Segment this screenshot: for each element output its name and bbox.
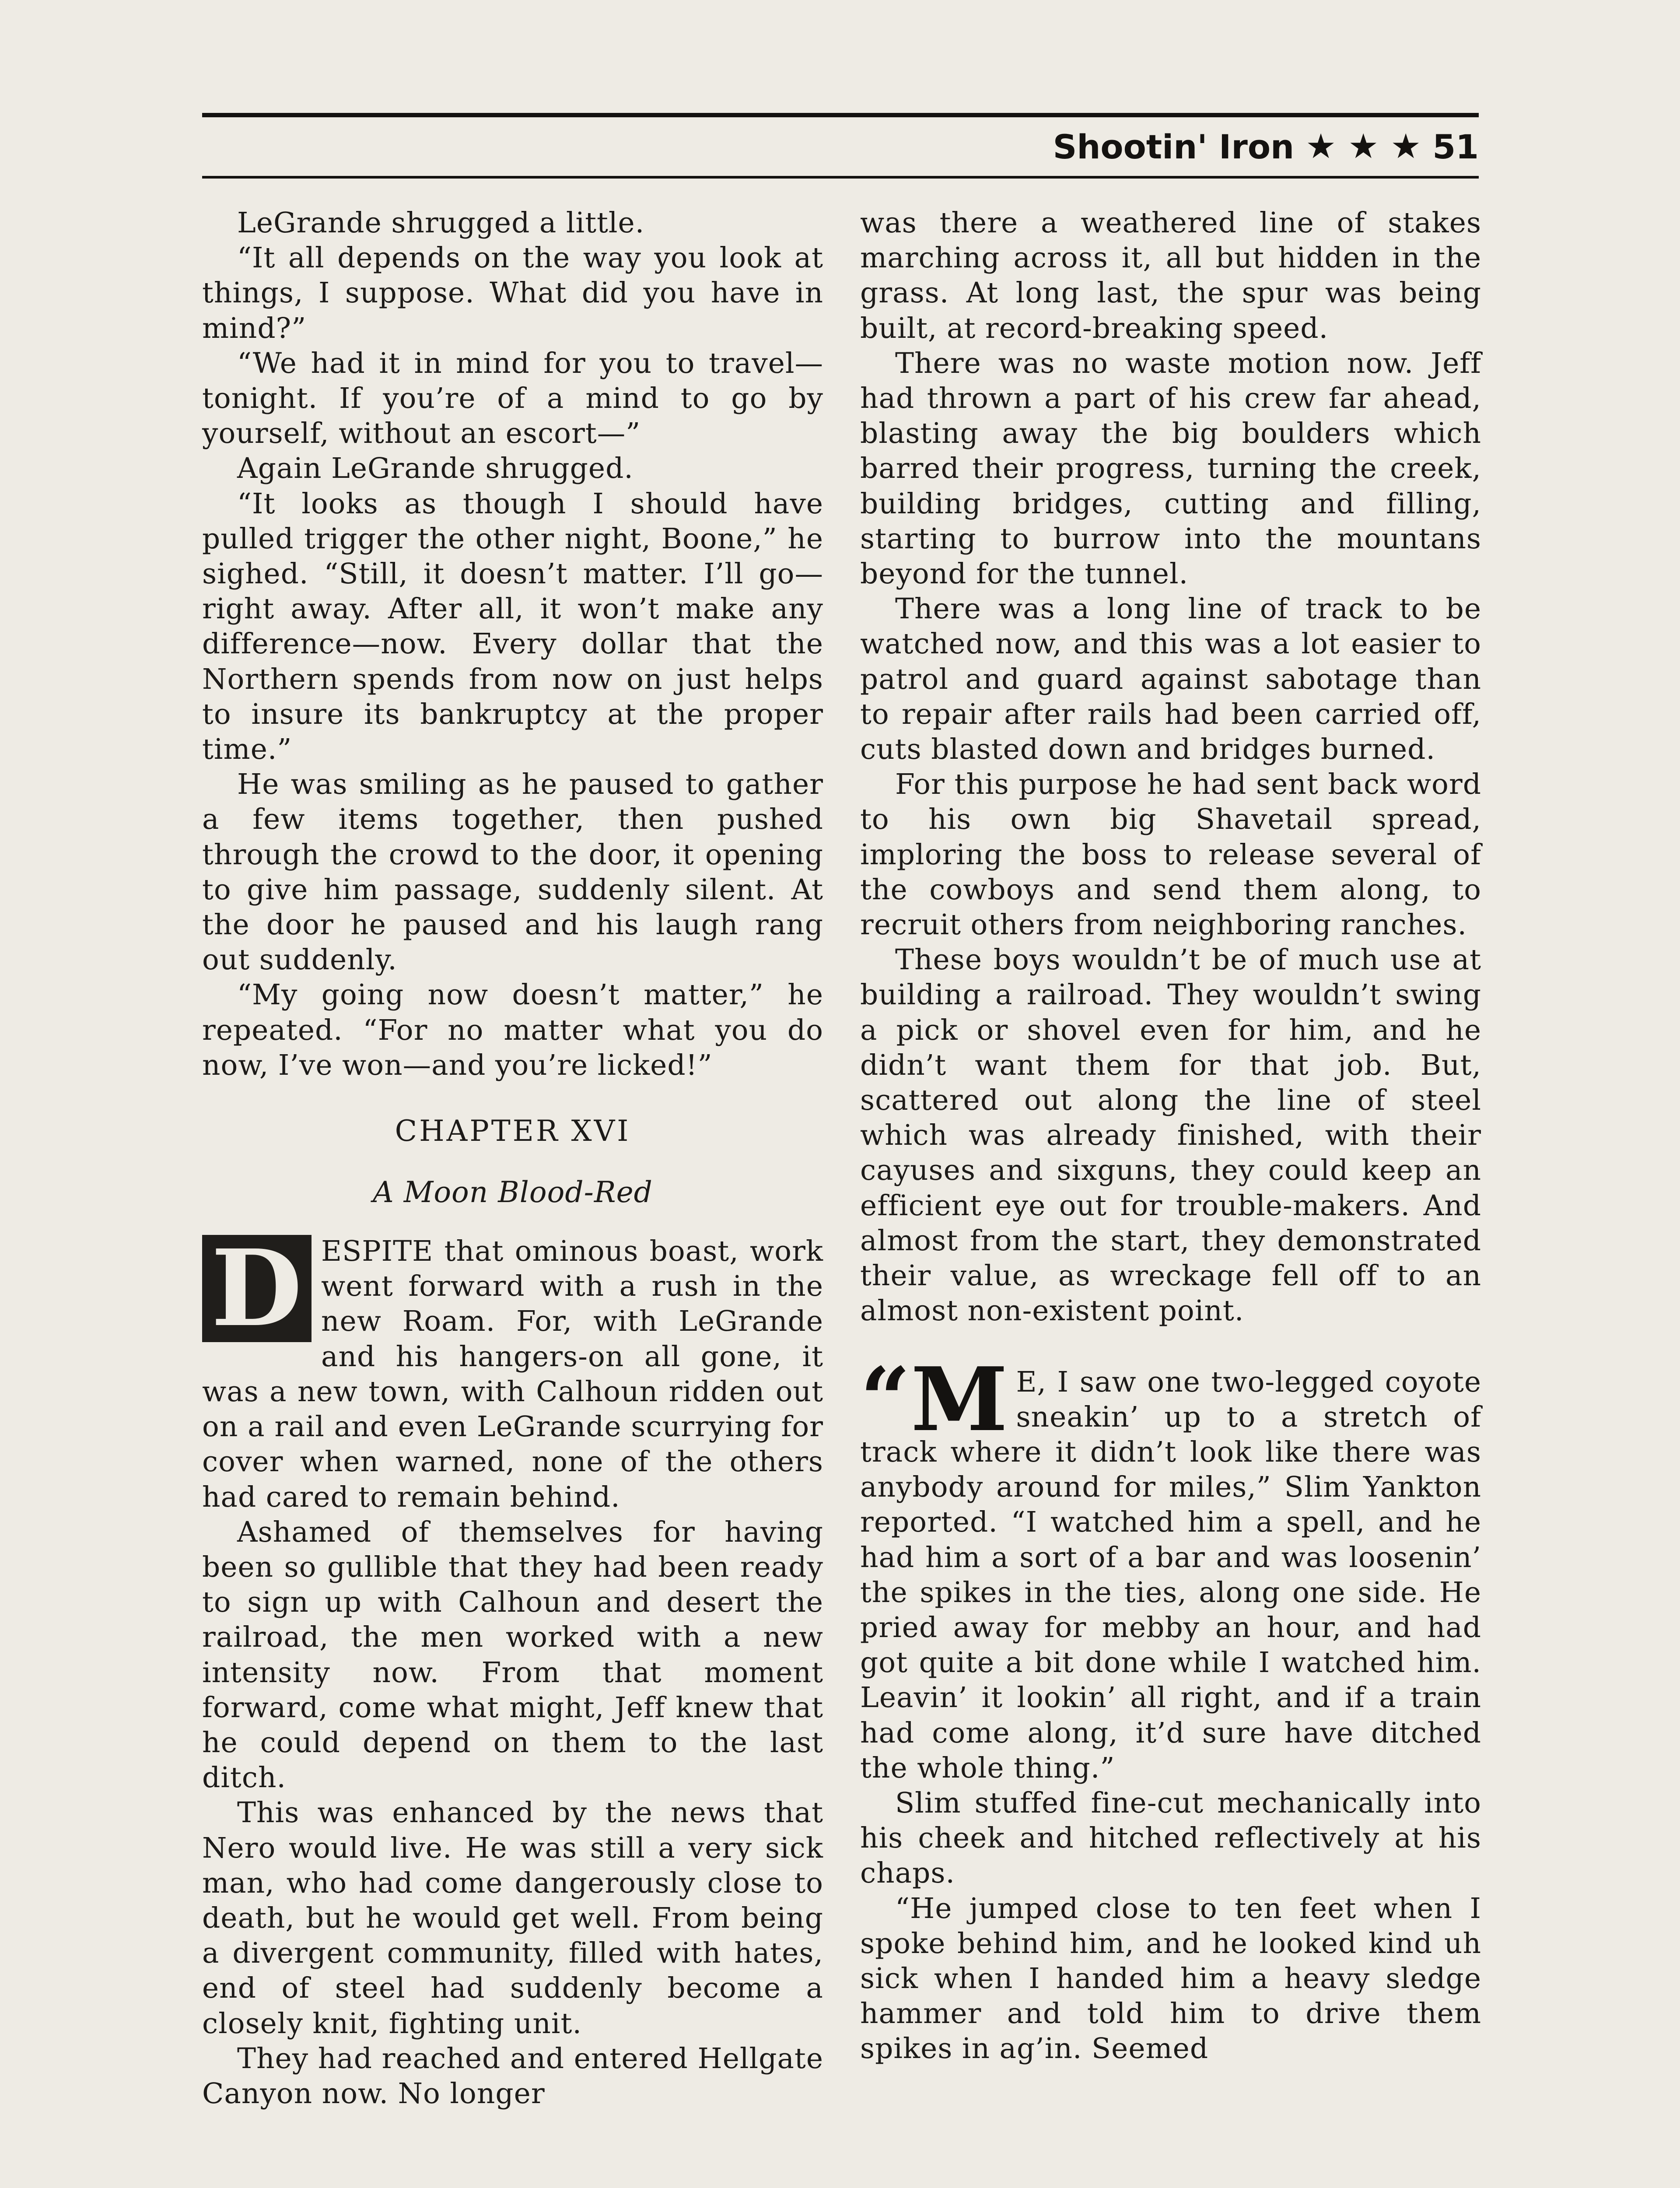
header-rule-top xyxy=(202,113,1479,117)
paragraph: “It all depends on the way you look at things, I suppose. What did you have in mind?” xyxy=(202,242,823,345)
paragraph: Slim stuffed fine-cut mechanically into his cheek and hitched reflectively at his chaps. xyxy=(860,1786,1481,1890)
right-column xyxy=(860,206,1481,2067)
left-column xyxy=(202,206,823,2111)
header-rule-bottom xyxy=(202,176,1479,179)
dropcap-text: E, I saw one two-legged coyote sneakin’ up to a stretch of track where it didn’t look like there was anybody around for miles,” Slim Yankton reported. “I watched him a spell, and he had him a sort of a bar and was loosenin’ the spikes in the ties, along one side. He pried away for mebby an hour, and had got quite a bit done while I watched him. Leavin’ it lookin’ all right, and if a train had come along, it’d sure have ditched the whole thing.” xyxy=(860,1365,1481,1785)
paragraph: Again LeGrande shrugged. xyxy=(237,452,634,485)
paragraph: “He jumped close to ten feet when I spoke behind him, and he looked kind uh sick when I handed him a heavy sledge hammer and told him to drive them spikes in ag’in. Seemed xyxy=(860,1892,1481,2065)
header-stars: ★ ★ ★ xyxy=(1306,127,1421,166)
header-title: Shootin' Iron xyxy=(1053,127,1295,166)
page-number: 51 xyxy=(1432,127,1479,166)
dropcap-paragraph xyxy=(860,1348,1481,1786)
paragraph: These boys wouldn’t be of much use at building a railroad. They wouldn’t swing a pick or shovel even for him, and he didn’t want them for that job. But, scattered out along the line of steel which was already finished, with their cayuses and sixguns, they could keep an efficient eye out for trouble-makers. And almost from the start, they demonstrated their value, as wreckage fell off to an almost non-existent point. xyxy=(860,943,1481,1328)
paragraph: There was no waste motion now. Jeff had thrown a part of his crew far ahead, blasting away the big boulders which barred their progress, turning the creek, building bridges, cutting and filling, starting to burrow into the mountans beyond for the tunnel. xyxy=(860,347,1481,591)
paragraph: They had reached and entered Hellgate Canyon now. No longer xyxy=(202,2042,823,2110)
paragraph: “It looks as though I should have pulled trigger the other night, Boone,” he sighed. “Still, it doesn’t matter. I’ll go—right away. After all, it won’t make any difference—now. Every dollar that the Northern spends from now on just helps to insure its bankruptcy at the proper time.” xyxy=(202,487,823,766)
paragraph: “We had it in mind for you to travel—tonight. If you’re of a mind to go by yourself, without an escort—” xyxy=(202,347,823,450)
chapter-subtitle: A Moon Blood-Red xyxy=(373,1175,653,1210)
dropcap-text: ESPITE that ominous boast, work went forward with a rush in the new Roam. For, with LeGrande and his hangers-on all gone, it was a new town, with Calhoun ridden out on a rail and even LeGrande scurrying for cover when warned, none of the others had cared to remain behind. xyxy=(202,1235,823,1514)
running-header xyxy=(1053,123,1479,171)
paragraph: This was enhanced by the news that Nero would live. He was still a very sick man, who had come dangerously close to death, but he would get well. From being a divergent community, filled with hates, end of steel had suddenly become a closely knit, fighting unit. xyxy=(202,1796,823,2040)
paragraph: Ashamed of themselves for having been so gullible that they had been ready to sign up with Calhoun and desert the railroad, the men worked with a new intensity now. From that moment forward, come what might, Jeff knew that he could depend on them to the last ditch. xyxy=(202,1515,823,1795)
paragraph-continuation: was there a weathered line of stakes marching across it, all but hidden in the grass. At long last, the spur was being built, at record-breaking speed. xyxy=(860,207,1481,345)
drop-cap: D xyxy=(202,1235,312,1342)
paragraph: He was smiling as he paused to gather a few items together, then pushed through the crowd to the door, it opening to give him passage, suddenly silent. At the door he paused and his laugh rang out suddenly. xyxy=(202,768,823,977)
dropcap-paragraph xyxy=(202,1227,823,1515)
drop-cap: “M xyxy=(860,1348,1008,1451)
paragraph: LeGrande shrugged a little. xyxy=(237,207,645,239)
paragraph: For this purpose he had sent back word to his own big Shavetail spread, imploring the boss to release several of the cowboys and send them along, to recruit others from neighboring ranches. xyxy=(860,768,1481,942)
paragraph: “My going now doesn’t matter,” he repeated. “For no matter what you do now, I’ve won—and you’re licked!” xyxy=(202,978,823,1082)
chapter-title: CHAPTER XVI xyxy=(395,1114,631,1148)
paragraph: There was a long line of track to be watched now, and this was a lot easier to patrol and guard against sabotage than to repair after rails had been carried off, cuts blasted down and bridges burned. xyxy=(860,593,1481,766)
